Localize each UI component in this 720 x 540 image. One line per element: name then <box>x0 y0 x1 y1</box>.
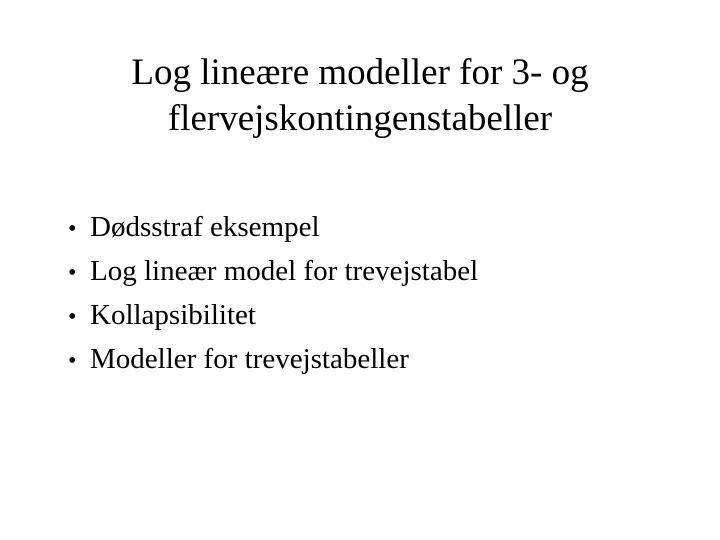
bullet-icon: • <box>68 304 77 330</box>
list-item-text: Kollapsibilitet <box>90 299 256 331</box>
slide-title <box>60 50 660 142</box>
list-item <box>68 249 478 293</box>
bullet-list <box>68 205 478 381</box>
bullet-icon: • <box>68 260 77 286</box>
list-item-text: Modeller for trevejstabeller <box>90 343 409 375</box>
slide-title-line-2: flervejskontingenstabeller <box>167 98 553 139</box>
slide-title-line-1: Log lineære modeller for 3- og <box>131 52 589 93</box>
list-item-text: Dødsstraf eksempel <box>90 211 320 243</box>
list-item-text: Log lineær model for trevejstabel <box>90 255 479 287</box>
list-item <box>68 205 478 249</box>
list-item <box>68 337 478 381</box>
list-item <box>68 293 478 337</box>
bullet-icon: • <box>68 216 77 242</box>
bullet-icon: • <box>68 348 77 374</box>
